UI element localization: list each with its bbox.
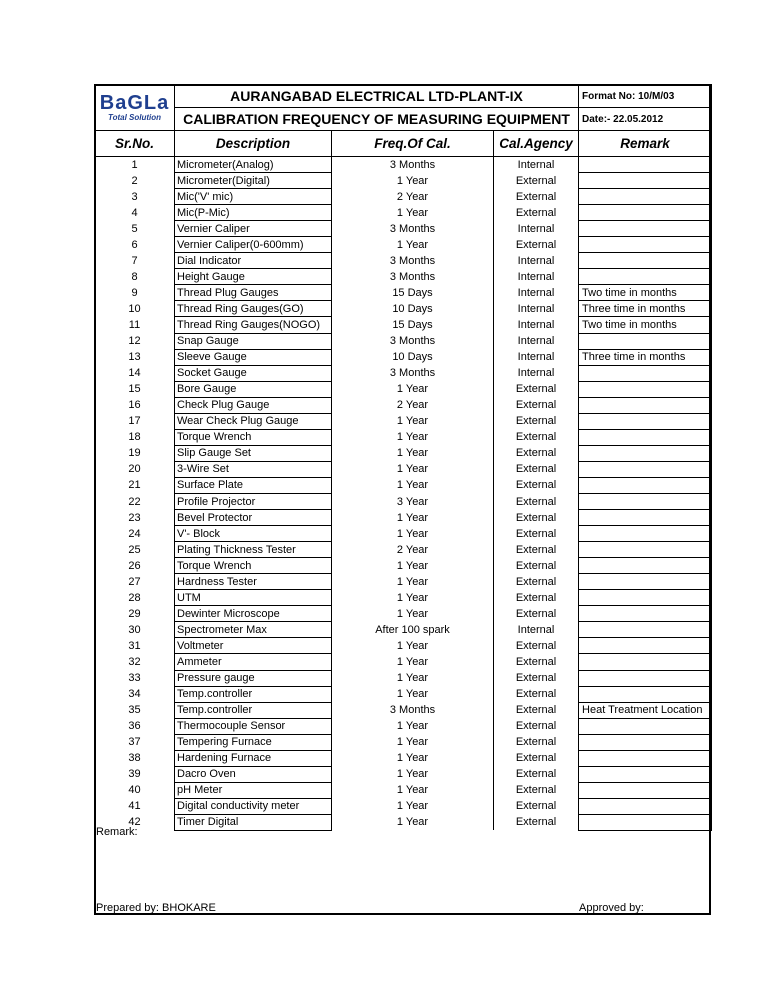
table-row bbox=[95, 798, 712, 814]
frequency-cell: 2 Year bbox=[332, 189, 494, 205]
sr-no-cell: 4 bbox=[95, 205, 175, 221]
description-cell: Micrometer(Digital) bbox=[175, 173, 332, 189]
agency-cell: Internal bbox=[494, 349, 579, 365]
table-row bbox=[95, 333, 712, 349]
description-cell: Spectrometer Max bbox=[175, 622, 332, 638]
table-row bbox=[95, 285, 712, 301]
agency-cell: External bbox=[494, 461, 579, 477]
sr-no-cell: 30 bbox=[95, 622, 175, 638]
table-row bbox=[95, 606, 712, 622]
sr-no-cell: 8 bbox=[95, 269, 175, 285]
description-cell: Slip Gauge Set bbox=[175, 445, 332, 461]
remark-cell bbox=[579, 542, 712, 558]
sr-no-cell: 15 bbox=[95, 381, 175, 397]
column-header-remark: Remark bbox=[579, 131, 712, 157]
description-cell: Surface Plate bbox=[175, 477, 332, 493]
agency-cell: External bbox=[494, 574, 579, 590]
table-row bbox=[95, 734, 712, 750]
table-row bbox=[95, 221, 712, 237]
frequency-cell: 15 Days bbox=[332, 285, 494, 301]
agency-cell: Internal bbox=[494, 253, 579, 269]
description-cell: Mic('V' mic) bbox=[175, 189, 332, 205]
agency-cell: External bbox=[494, 526, 579, 542]
sr-no-cell: 25 bbox=[95, 542, 175, 558]
remark-cell bbox=[579, 445, 712, 461]
frequency-cell: 1 Year bbox=[332, 718, 494, 734]
approved-by: Approved by: bbox=[579, 902, 644, 914]
table-row bbox=[95, 381, 712, 397]
table-row bbox=[95, 622, 712, 638]
agency-cell: External bbox=[494, 510, 579, 526]
table-row bbox=[95, 205, 712, 221]
frequency-cell: 3 Months bbox=[332, 253, 494, 269]
sr-no-cell: 18 bbox=[95, 429, 175, 445]
agency-cell: External bbox=[494, 750, 579, 766]
agency-cell: External bbox=[494, 734, 579, 750]
sr-no-cell: 5 bbox=[95, 221, 175, 237]
remark-cell bbox=[579, 365, 712, 381]
frequency-cell: 3 Months bbox=[332, 365, 494, 381]
remark-cell: Two time in months bbox=[579, 317, 712, 333]
remark-cell bbox=[579, 638, 712, 654]
sr-no-cell: 35 bbox=[95, 702, 175, 718]
sr-no-cell: 37 bbox=[95, 734, 175, 750]
description-cell: Pressure gauge bbox=[175, 670, 332, 686]
table-row bbox=[95, 237, 712, 253]
table-row bbox=[95, 429, 712, 445]
column-header-description: Description bbox=[175, 131, 332, 157]
table-row bbox=[95, 365, 712, 381]
agency-cell: Internal bbox=[494, 317, 579, 333]
sr-no-cell: 38 bbox=[95, 750, 175, 766]
sr-no-cell: 21 bbox=[95, 477, 175, 493]
frequency-cell: 1 Year bbox=[332, 461, 494, 477]
table-row bbox=[95, 750, 712, 766]
sr-no-cell: 36 bbox=[95, 718, 175, 734]
document-title: CALIBRATION FREQUENCY OF MEASURING EQUIPMENT bbox=[175, 108, 579, 131]
frequency-cell: 1 Year bbox=[332, 429, 494, 445]
table-row bbox=[95, 413, 712, 429]
sr-no-cell: 20 bbox=[95, 461, 175, 477]
sr-no-cell: 32 bbox=[95, 654, 175, 670]
frequency-cell: 1 Year bbox=[332, 814, 494, 830]
agency-cell: External bbox=[494, 397, 579, 413]
frequency-cell: 1 Year bbox=[332, 558, 494, 574]
table-row bbox=[95, 445, 712, 461]
description-cell: Torque Wrench bbox=[175, 558, 332, 574]
remark-cell bbox=[579, 782, 712, 798]
table-row bbox=[95, 301, 712, 317]
sr-no-cell: 29 bbox=[95, 606, 175, 622]
agency-cell: External bbox=[494, 445, 579, 461]
agency-cell: External bbox=[494, 686, 579, 702]
agency-cell: External bbox=[494, 590, 579, 606]
description-cell: Ammeter bbox=[175, 654, 332, 670]
description-cell: Timer Digital bbox=[175, 814, 332, 830]
sr-no-cell: 41 bbox=[95, 798, 175, 814]
sr-no-cell: 10 bbox=[95, 301, 175, 317]
frequency-cell: 3 Months bbox=[332, 221, 494, 237]
agency-cell: Internal bbox=[494, 365, 579, 381]
sr-no-cell: 24 bbox=[95, 526, 175, 542]
description-cell: Tempering Furnace bbox=[175, 734, 332, 750]
frequency-cell: 1 Year bbox=[332, 574, 494, 590]
remark-cell bbox=[579, 798, 712, 814]
remark-cell bbox=[579, 510, 712, 526]
remark-cell bbox=[579, 269, 712, 285]
description-cell: Vernier Caliper(0-600mm) bbox=[175, 237, 332, 253]
frequency-cell: 10 Days bbox=[332, 301, 494, 317]
frequency-cell: 10 Days bbox=[332, 349, 494, 365]
remark-cell bbox=[579, 590, 712, 606]
remark-cell: Two time in months bbox=[579, 285, 712, 301]
table-row bbox=[95, 670, 712, 686]
table-row bbox=[95, 253, 712, 269]
frequency-cell: 3 Months bbox=[332, 702, 494, 718]
sr-no-cell: 33 bbox=[95, 670, 175, 686]
agency-cell: External bbox=[494, 477, 579, 493]
frequency-cell: 3 Months bbox=[332, 333, 494, 349]
remark-cell: Three time in months bbox=[579, 349, 712, 365]
description-cell: Thread Plug Gauges bbox=[175, 285, 332, 301]
frequency-cell: 1 Year bbox=[332, 173, 494, 189]
table-row bbox=[95, 542, 712, 558]
agency-cell: External bbox=[494, 670, 579, 686]
frequency-cell: 2 Year bbox=[332, 397, 494, 413]
sr-no-cell: 11 bbox=[95, 317, 175, 333]
frequency-cell: 1 Year bbox=[332, 782, 494, 798]
frequency-cell: 1 Year bbox=[332, 381, 494, 397]
sr-no-cell: 13 bbox=[95, 349, 175, 365]
agency-cell: External bbox=[494, 237, 579, 253]
agency-cell: External bbox=[494, 766, 579, 782]
sr-no-cell: 12 bbox=[95, 333, 175, 349]
agency-cell: External bbox=[494, 173, 579, 189]
sr-no-cell: 23 bbox=[95, 510, 175, 526]
table-row bbox=[95, 766, 712, 782]
remark-cell bbox=[579, 734, 712, 750]
remark-cell: Three time in months bbox=[579, 301, 712, 317]
logo-brand: BaGLa bbox=[99, 92, 170, 114]
format-number: Format No: 10/M/03 bbox=[579, 85, 712, 108]
remark-cell bbox=[579, 558, 712, 574]
sr-no-cell: 2 bbox=[95, 173, 175, 189]
sr-no-cell: 28 bbox=[95, 590, 175, 606]
sr-no-cell: 14 bbox=[95, 365, 175, 381]
table-row bbox=[95, 814, 712, 830]
table-row bbox=[95, 782, 712, 798]
description-cell: Hardening Furnace bbox=[175, 750, 332, 766]
remark-cell bbox=[579, 574, 712, 590]
remark-cell bbox=[579, 686, 712, 702]
table-row bbox=[95, 461, 712, 477]
sr-no-cell: 39 bbox=[95, 766, 175, 782]
description-cell: Plating Thickness Tester bbox=[175, 542, 332, 558]
remark-cell bbox=[579, 237, 712, 253]
description-cell: Check Plug Gauge bbox=[175, 397, 332, 413]
remark-cell bbox=[579, 189, 712, 205]
agency-cell: External bbox=[494, 702, 579, 718]
remark-cell bbox=[579, 526, 712, 542]
frequency-cell: 3 Months bbox=[332, 269, 494, 285]
description-cell: Socket Gauge bbox=[175, 365, 332, 381]
table-row bbox=[95, 638, 712, 654]
frequency-cell: 1 Year bbox=[332, 670, 494, 686]
sr-no-cell: 26 bbox=[95, 558, 175, 574]
sr-no-cell: 31 bbox=[95, 638, 175, 654]
table-row bbox=[95, 558, 712, 574]
agency-cell: External bbox=[494, 638, 579, 654]
agency-cell: External bbox=[494, 542, 579, 558]
remark-cell bbox=[579, 397, 712, 413]
frequency-cell: 1 Year bbox=[332, 766, 494, 782]
agency-cell: External bbox=[494, 493, 579, 509]
remark-cell bbox=[579, 750, 712, 766]
frequency-cell: 15 Days bbox=[332, 317, 494, 333]
sr-no-cell: 22 bbox=[95, 493, 175, 509]
agency-cell: External bbox=[494, 413, 579, 429]
agency-cell: External bbox=[494, 381, 579, 397]
table-body bbox=[95, 157, 712, 831]
table-row bbox=[95, 317, 712, 333]
remark-cell bbox=[579, 173, 712, 189]
agency-cell: External bbox=[494, 606, 579, 622]
frequency-cell: 1 Year bbox=[332, 686, 494, 702]
agency-cell: External bbox=[494, 782, 579, 798]
column-header-agency: Cal.Agency bbox=[494, 131, 579, 157]
remark-cell bbox=[579, 654, 712, 670]
table-row bbox=[95, 510, 712, 526]
agency-cell: External bbox=[494, 205, 579, 221]
agency-cell: External bbox=[494, 429, 579, 445]
description-cell: Temp.controller bbox=[175, 702, 332, 718]
remark-cell bbox=[579, 253, 712, 269]
agency-cell: Internal bbox=[494, 157, 579, 173]
table-row bbox=[95, 477, 712, 493]
agency-cell: External bbox=[494, 718, 579, 734]
table-row bbox=[95, 526, 712, 542]
description-cell: 3-Wire Set bbox=[175, 461, 332, 477]
description-cell: Dial Indicator bbox=[175, 253, 332, 269]
agency-cell: External bbox=[494, 654, 579, 670]
agency-cell: Internal bbox=[494, 622, 579, 638]
description-cell: Torque Wrench bbox=[175, 429, 332, 445]
description-cell: V'- Block bbox=[175, 526, 332, 542]
description-cell: Hardness Tester bbox=[175, 574, 332, 590]
frequency-cell: 3 Year bbox=[332, 493, 494, 509]
sr-no-cell: 34 bbox=[95, 686, 175, 702]
remark-cell bbox=[579, 493, 712, 509]
agency-cell: Internal bbox=[494, 301, 579, 317]
description-cell: Mic(P-Mic) bbox=[175, 205, 332, 221]
logo-tagline: Total Solution bbox=[107, 113, 162, 122]
sr-no-cell: 19 bbox=[95, 445, 175, 461]
frequency-cell: 3 Months bbox=[332, 157, 494, 173]
frequency-cell: 1 Year bbox=[332, 237, 494, 253]
frequency-cell: 1 Year bbox=[332, 734, 494, 750]
remark-cell bbox=[579, 718, 712, 734]
description-cell: Thermocouple Sensor bbox=[175, 718, 332, 734]
sr-no-cell: 27 bbox=[95, 574, 175, 590]
frequency-cell: 1 Year bbox=[332, 638, 494, 654]
sr-no-cell: 3 bbox=[95, 189, 175, 205]
frequency-cell: 1 Year bbox=[332, 606, 494, 622]
frequency-cell: 1 Year bbox=[332, 750, 494, 766]
sr-no-cell: 1 bbox=[95, 157, 175, 173]
column-header-sr-no: Sr.No. bbox=[95, 131, 175, 157]
frequency-cell: 1 Year bbox=[332, 526, 494, 542]
remark-cell bbox=[579, 814, 712, 830]
frequency-cell: 1 Year bbox=[332, 445, 494, 461]
remark-cell bbox=[579, 429, 712, 445]
remark-cell bbox=[579, 157, 712, 173]
description-cell: Height Gauge bbox=[175, 269, 332, 285]
table-row bbox=[95, 702, 712, 718]
description-cell: Profile Projector bbox=[175, 493, 332, 509]
agency-cell: External bbox=[494, 798, 579, 814]
remark-cell bbox=[579, 766, 712, 782]
remark-label: Remark: bbox=[96, 826, 138, 838]
table-row bbox=[95, 574, 712, 590]
table-row bbox=[95, 189, 712, 205]
sr-no-cell: 7 bbox=[95, 253, 175, 269]
table-row bbox=[95, 269, 712, 285]
agency-cell: External bbox=[494, 814, 579, 830]
column-header-frequency: Freq.Of Cal. bbox=[332, 131, 494, 157]
description-cell: Wear Check Plug Gauge bbox=[175, 413, 332, 429]
remark-cell bbox=[579, 622, 712, 638]
remark-cell bbox=[579, 670, 712, 686]
frequency-cell: 2 Year bbox=[332, 542, 494, 558]
company-name: AURANGABAD ELECTRICAL LTD-PLANT-IX bbox=[175, 85, 579, 108]
calibration-table bbox=[94, 84, 712, 831]
frequency-cell: 1 Year bbox=[332, 654, 494, 670]
description-cell: Dacro Oven bbox=[175, 766, 332, 782]
frequency-cell: 1 Year bbox=[332, 590, 494, 606]
description-cell: Dewinter Microscope bbox=[175, 606, 332, 622]
sr-no-cell: 17 bbox=[95, 413, 175, 429]
sr-no-cell: 9 bbox=[95, 285, 175, 301]
remark-cell bbox=[579, 477, 712, 493]
table-row bbox=[95, 349, 712, 365]
remark-cell bbox=[579, 205, 712, 221]
frequency-cell: 1 Year bbox=[332, 205, 494, 221]
agency-cell: External bbox=[494, 189, 579, 205]
frequency-cell: 1 Year bbox=[332, 477, 494, 493]
table-row bbox=[95, 157, 712, 173]
agency-cell: External bbox=[494, 558, 579, 574]
table-row bbox=[95, 686, 712, 702]
frequency-cell: After 100 spark bbox=[332, 622, 494, 638]
description-cell: Micrometer(Analog) bbox=[175, 157, 332, 173]
remark-cell bbox=[579, 221, 712, 237]
frequency-cell: 1 Year bbox=[332, 798, 494, 814]
remark-cell: Heat Treatment Location bbox=[579, 702, 712, 718]
agency-cell: Internal bbox=[494, 221, 579, 237]
description-cell: Bore Gauge bbox=[175, 381, 332, 397]
frequency-cell: 1 Year bbox=[332, 413, 494, 429]
table-row bbox=[95, 590, 712, 606]
document-date: Date:- 22.05.2012 bbox=[579, 108, 712, 131]
description-cell: UTM bbox=[175, 590, 332, 606]
remark-cell bbox=[579, 333, 712, 349]
remark-cell bbox=[579, 413, 712, 429]
description-cell: Thread Ring Gauges(GO) bbox=[175, 301, 332, 317]
sr-no-cell: 40 bbox=[95, 782, 175, 798]
sr-no-cell: 42 bbox=[95, 814, 175, 830]
logo bbox=[95, 85, 175, 131]
prepared-by: Prepared by: BHOKARE bbox=[96, 902, 216, 914]
remark-cell bbox=[579, 606, 712, 622]
agency-cell: Internal bbox=[494, 269, 579, 285]
description-cell: Temp.controller bbox=[175, 686, 332, 702]
sr-no-cell: 16 bbox=[95, 397, 175, 413]
frequency-cell: 1 Year bbox=[332, 510, 494, 526]
description-cell: Vernier Caliper bbox=[175, 221, 332, 237]
table-row bbox=[95, 397, 712, 413]
description-cell: Sleeve Gauge bbox=[175, 349, 332, 365]
agency-cell: Internal bbox=[494, 333, 579, 349]
agency-cell: Internal bbox=[494, 285, 579, 301]
table-row bbox=[95, 718, 712, 734]
description-cell: Digital conductivity meter bbox=[175, 798, 332, 814]
description-cell: pH Meter bbox=[175, 782, 332, 798]
description-cell: Bevel Protector bbox=[175, 510, 332, 526]
remark-cell bbox=[579, 461, 712, 477]
table-row bbox=[95, 654, 712, 670]
description-cell: Thread Ring Gauges(NOGO) bbox=[175, 317, 332, 333]
description-cell: Voltmeter bbox=[175, 638, 332, 654]
remark-cell bbox=[579, 381, 712, 397]
table-row bbox=[95, 493, 712, 509]
description-cell: Snap Gauge bbox=[175, 333, 332, 349]
sr-no-cell: 6 bbox=[95, 237, 175, 253]
table-row bbox=[95, 173, 712, 189]
